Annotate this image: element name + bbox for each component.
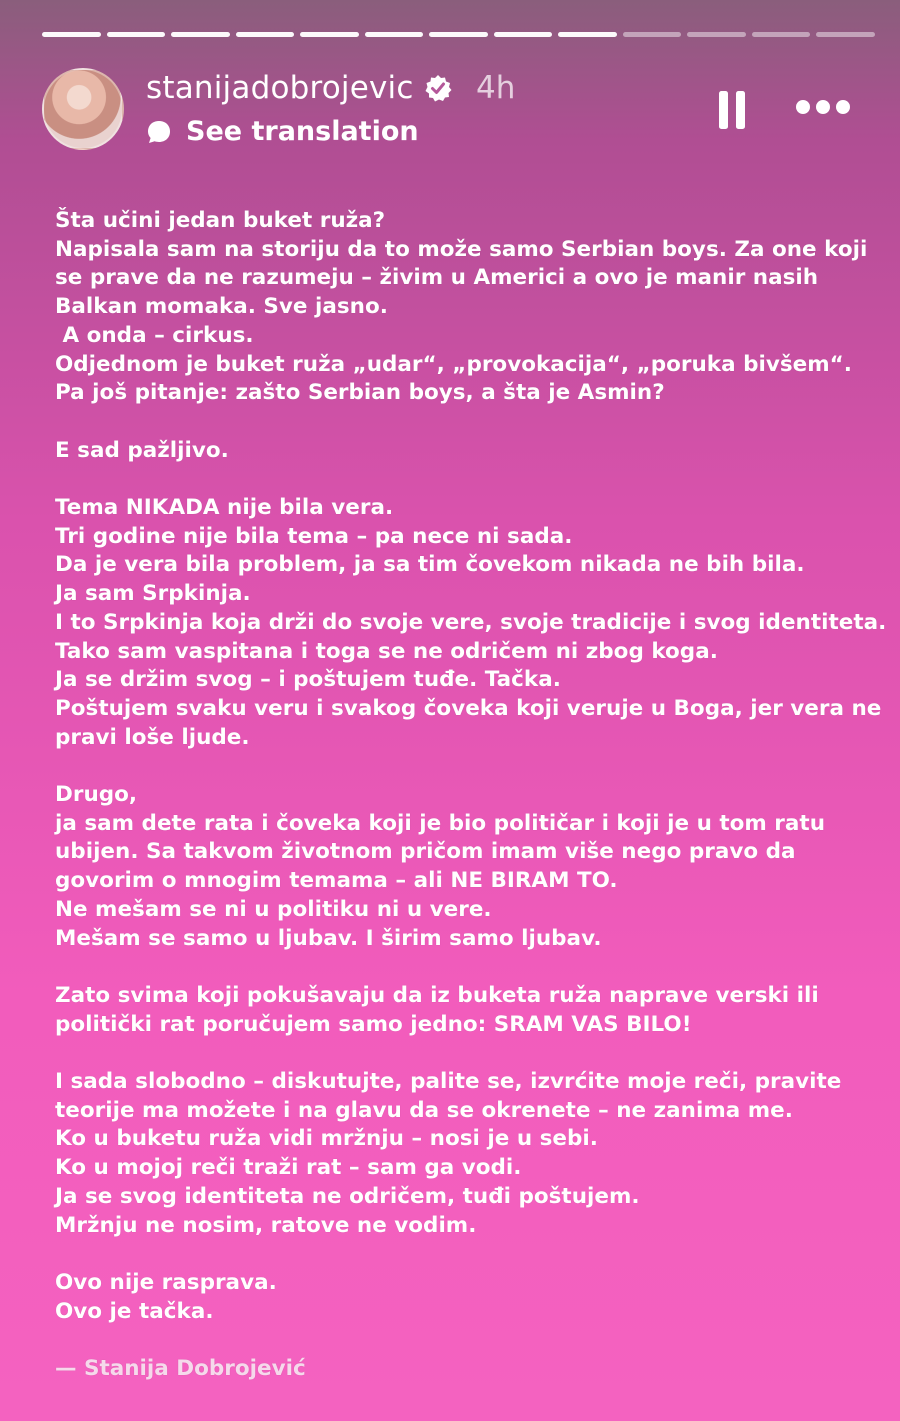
signature-line: — Stanija Dobrojević (55, 1356, 306, 1382)
progress-segment (236, 32, 295, 37)
caption-line: Mešam se samo u ljubav. I širim samo ljubav. (55, 925, 602, 951)
caption-line: Ja se držim svog – i poštujem tuđe. Tačka. (55, 667, 561, 693)
progress-segment (816, 32, 875, 37)
caption-line: Pa još pitanje: zašto Serbian boys, a šta je Asmin? (55, 380, 665, 406)
caption-line: Zato svima koji pokušavaju da iz buketa ruža naprave verski ili (55, 982, 819, 1008)
caption-line: Ko u mojoj reči traži rat – sam ga vodi. (55, 1155, 522, 1181)
progress-segment (687, 32, 746, 37)
paragraph-gap (55, 408, 875, 437)
progress-segment (300, 32, 359, 37)
caption-line: A onda – cirkus. (55, 322, 254, 348)
chat-bubble-icon (146, 119, 172, 145)
progress-segment (107, 32, 166, 37)
caption-line: Ovo nije rasprava. (55, 1269, 277, 1295)
progress-segment (42, 32, 101, 37)
caption-line: E sad pažljivo. (55, 437, 229, 463)
caption-line: govorim o mnogim temama – ali NE BIRAM TO. (55, 868, 618, 894)
progress-segment (429, 32, 488, 37)
caption-line: Balkan momaka. Sve jasno. (55, 294, 388, 320)
verified-badge-icon (424, 74, 452, 102)
progress-segment (494, 32, 553, 37)
caption-line: Poštujem svaku veru i svakog čoveka koji veruje u Boga, jer vera ne (55, 695, 882, 721)
story-caption-text (55, 207, 887, 1384)
paragraph-gap (55, 1039, 875, 1068)
progress-segment (365, 32, 424, 37)
caption-line: se prave da ne razumeju – živim u Americi a ovo je manir nasih (55, 265, 819, 291)
caption-line: ja sam dete rata i čoveka koji je bio političar i koji je u tom ratu (55, 810, 826, 836)
paragraph-gap (55, 1240, 875, 1269)
see-translation-label: See translation (186, 116, 419, 147)
post-time: 4h (476, 70, 516, 106)
caption-line: Da je vera bila problem, ja sa tim čovekom nikada ne bih bila. (55, 552, 805, 578)
progress-segment (171, 32, 230, 37)
story-progress-bar (42, 32, 875, 38)
caption-line: Ja sam Srpkinja. (55, 581, 251, 607)
caption-line: Napisala sam na storiju da to može samo Serbian boys. Za one koji (55, 236, 868, 262)
caption-line: Tema NIKADA nije bila vera. (55, 495, 394, 520)
see-translation-button[interactable] (146, 116, 419, 147)
caption-line: Odjednom je buket ruža „udar“, „provokacija“, „poruka bivšem“. (55, 351, 852, 377)
paragraph-gap (55, 1326, 875, 1355)
caption-line: politički rat poručujem samo jedno: SRAM VAS BILO! (55, 1011, 692, 1037)
caption-line: Mržnju ne nosim, ratove ne vodim. (55, 1212, 477, 1238)
username[interactable]: stanijadobrojevic (146, 70, 414, 106)
caption-line: Tri godine nije bila tema – pa nece ni sada. (55, 523, 573, 549)
caption-line: Ne mešam se ni u politiku ni u vere. (55, 896, 492, 922)
caption-line: Tako sam vaspitana i toga se ne odričem ni zbog koga. (55, 638, 718, 664)
caption-line: Ko u buketu ruža vidi mržnju – nosi je u sebi. (55, 1126, 598, 1152)
caption-line: pravi loše ljude. (55, 724, 250, 750)
caption-line: ubijen. Sa takvom životnom pričom imam više nego pravo da (55, 839, 796, 865)
caption-line: teorije ma možete i na glavu da se okrenete – ne zanima me. (55, 1097, 793, 1123)
progress-segment (752, 32, 811, 37)
more-options-icon[interactable] (794, 98, 852, 116)
progress-segment (558, 32, 617, 37)
caption-line: Ovo je tačka. (55, 1298, 214, 1324)
story-header (42, 68, 872, 154)
progress-segment (623, 32, 682, 37)
caption-line: Ja se svog identiteta ne odričem, tuđi poštujem. (55, 1183, 640, 1209)
paragraph-gap (55, 465, 875, 494)
avatar[interactable] (42, 68, 124, 150)
caption-line: I to Srpkinja koja drži do svoje vere, svoje tradicije i svog identiteta. (55, 609, 887, 635)
pause-icon[interactable] (718, 90, 746, 130)
caption-line: I sada slobodno – diskutujte, palite se, izvrćite moje reči, pravite (55, 1069, 842, 1095)
caption-line: Drugo, (55, 782, 138, 808)
paragraph-gap (55, 752, 875, 781)
caption-line: Šta učini jedan buket ruža? (55, 208, 386, 233)
paragraph-gap (55, 953, 875, 982)
